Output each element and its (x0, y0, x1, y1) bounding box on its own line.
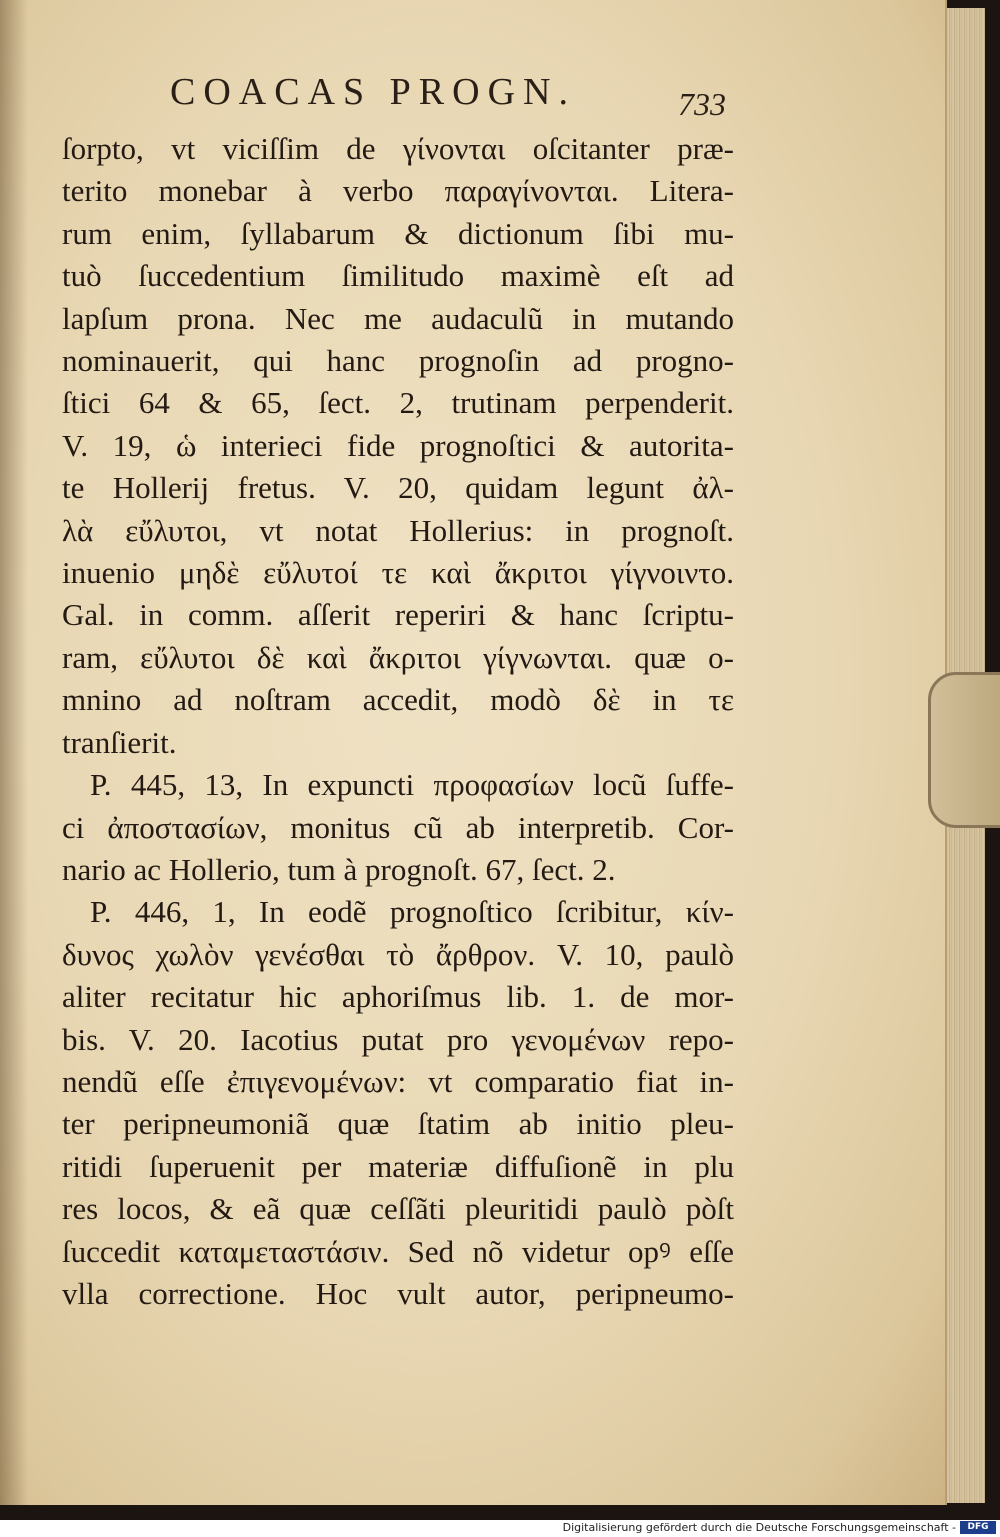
text-line: P. 446, 1, In eodẽ prognoſtico ſcribitur, κίν- (90, 894, 734, 930)
footer-credit: Digitalisierung gefördert durch die Deutsche Forschungsgemeinschaft - (562, 1521, 956, 1534)
text-line: ſorpto, vt viciſſim de γίνονται oſcitanter præ- (62, 131, 734, 166)
text-line: res locos, & eã quæ ceſſãti pleuritidi paulò pòſt (62, 1191, 734, 1227)
text-line: ſtici 64 & 65, ſect. 2, trutinam perpenderit. (62, 385, 734, 421)
text-line: Gal. in comm. aſſerit reperiri & hanc ſcriptu- (62, 597, 734, 633)
text-line: ritidi ſuperuenit per materiæ diffuſionẽ in plu (62, 1148, 734, 1184)
text-line: mnino ad noſtram accedit, modò δὲ in τε (62, 682, 734, 718)
text-line: ci ἀποστασίων, monitus cũ ab interpretib. Cor- (62, 809, 734, 845)
text-line: V. 19, ὡ interieci fide prognoſtici & autorita- (62, 427, 734, 463)
book-clasp (928, 672, 1000, 828)
text-line: vlla correctione. Hoc vult autor, peripneumo- (62, 1275, 734, 1311)
text-line: δυνος χωλὸν γενέσθαι τὸ ἄρθρον. V. 10, paulò (62, 936, 734, 972)
text-line: tuò ſuccedentium ſimilitudo maximè eſt ad (62, 258, 734, 294)
gutter-shadow (0, 0, 28, 1505)
body-text (62, 128, 734, 1315)
text-line: ſuccedit καταμεταστάσιν. Sed nõ videtur opꝰ eſſe (62, 1233, 734, 1269)
text-line: tranſierit. (62, 724, 177, 760)
text-line: terito monebar à verbo παραγίνονται. Litera- (62, 173, 734, 209)
running-head: COACAS PROGN. (170, 71, 576, 113)
text-line: P. 445, 13, In expuncti προφασίων locũ ſuffe- (90, 767, 734, 803)
page-number: 733 (678, 86, 726, 122)
text-line: aliter recitatur hic aphoriſmus lib. 1. de mor- (62, 979, 734, 1015)
text-line: bis. V. 20. Iacotius putat pro γενομένων repo- (62, 1021, 734, 1057)
text-line: nendũ eſſe ἐπιγενομένων: vt comparatio fiat in- (62, 1063, 734, 1099)
text-line: λὰ εὔλυτοι, vt notat Hollerius: in prognoſt. (62, 512, 734, 548)
text-line: ter peripneumoniã quæ ſtatim ab initio pleu- (62, 1106, 734, 1142)
text-line: te Hollerij fretus. V. 20, quidam legunt ἀλ- (62, 470, 734, 506)
text-line: rum enim, ſyllabarum & dictionum ſibi mu- (62, 215, 734, 251)
text-line: nario ac Hollerio, tum à prognoſt. 67, ſect. 2. (62, 851, 616, 887)
text-line: nominauerit, qui hanc prognoſin ad progno- (62, 343, 734, 379)
text-line: inuenio μηδὲ εὔλυτοί τε καὶ ἄκριτοι γίγνοιντο. (62, 555, 734, 591)
text-line: lapſum prona. Nec me audaculũ in mutando (62, 300, 734, 336)
dfg-logo: DFG (960, 1521, 996, 1534)
text-line: ram, εὔλυτοι δὲ καὶ ἄκριτοι γίγνωνται. quæ o- (62, 639, 734, 675)
